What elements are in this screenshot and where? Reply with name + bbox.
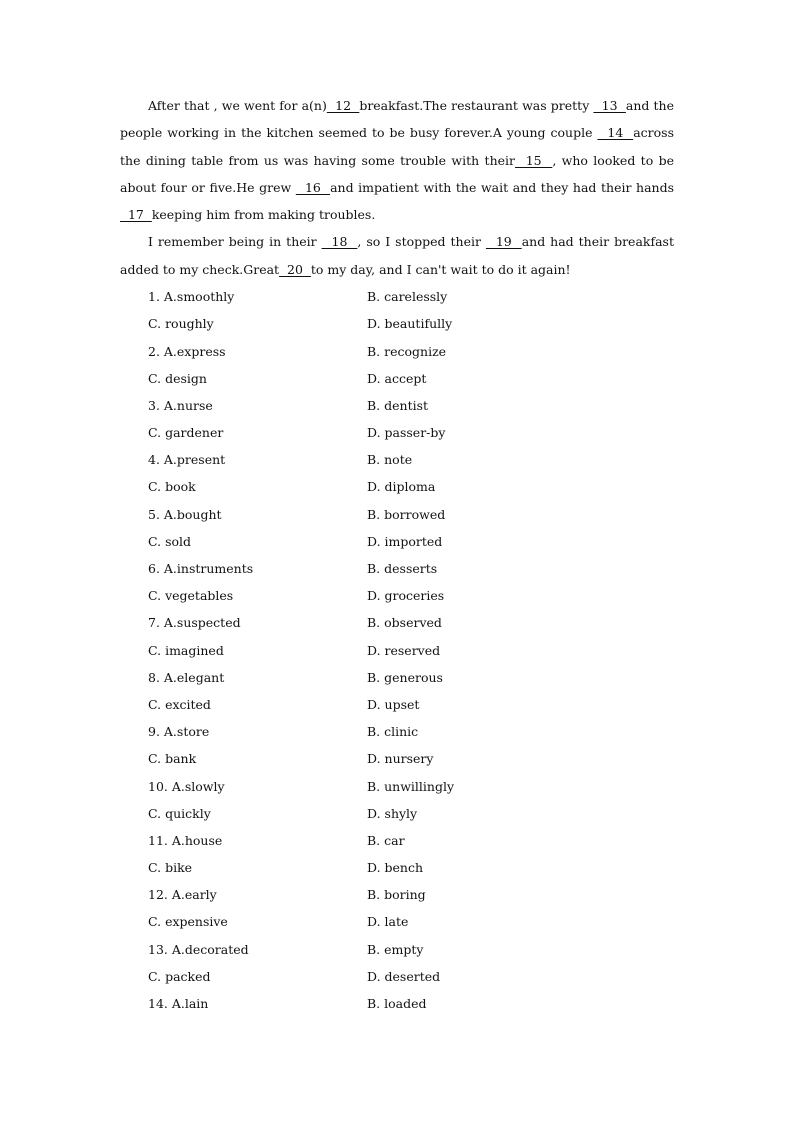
option-left: 4. A.present	[148, 452, 226, 468]
option-left: 1. A.smoothly	[148, 289, 235, 305]
option-right: B. car	[367, 832, 405, 848]
option-left: C. design	[148, 370, 207, 386]
option-row	[120, 501, 674, 528]
option-row	[120, 908, 674, 935]
option-right: D. bench	[367, 860, 424, 876]
option-right: D. groceries	[367, 588, 445, 604]
option-right: B. observed	[367, 615, 442, 631]
option-left: 13. A.decorated	[148, 941, 249, 957]
option-right: B. note	[367, 452, 413, 468]
option-row	[120, 691, 674, 718]
option-right: D. reserved	[367, 642, 441, 658]
option-left: 5. A.bought	[148, 506, 222, 522]
option-right: B. generous	[367, 669, 443, 685]
option-left: C. packed	[148, 968, 211, 984]
option-row	[120, 446, 674, 473]
option-right: D. diploma	[367, 479, 436, 495]
option-right: D. shyly	[367, 805, 418, 821]
option-right: B. loaded	[367, 996, 427, 1012]
option-row	[120, 963, 674, 990]
option-row	[120, 745, 674, 772]
option-row	[120, 283, 674, 310]
option-right: D. nursery	[367, 751, 434, 767]
answer-blank: 16	[295, 179, 331, 195]
option-left: C. bike	[148, 860, 193, 876]
option-left: 8. A.elegant	[148, 669, 225, 685]
option-row	[120, 365, 674, 392]
option-left: C. excited	[148, 696, 211, 712]
option-row	[120, 637, 674, 664]
passage-text: , so I stopped their	[357, 234, 486, 250]
option-row	[120, 392, 674, 419]
option-right: B. recognize	[367, 343, 447, 359]
answer-blank: 13	[593, 98, 626, 113]
passage-text: to my day, and I can't wait to do it again!	[310, 261, 571, 277]
option-row	[120, 582, 674, 609]
option-left: 12. A.early	[148, 887, 217, 903]
option-row	[120, 827, 674, 854]
passage-paragraph-1	[120, 92, 674, 228]
answer-options-list	[120, 283, 674, 1017]
option-row	[120, 473, 674, 500]
option-left: 10. A.slowly	[148, 778, 225, 794]
option-left: C. quickly	[148, 805, 211, 821]
option-right: D. upset	[367, 696, 420, 712]
answer-blank: 17	[120, 207, 152, 223]
passage-text: and the people working in the kitchen seemed to be busy forever.A young couple	[120, 98, 674, 141]
document-page	[120, 92, 674, 1017]
answer-blank: 14	[597, 125, 634, 141]
option-right: B. clinic	[367, 724, 419, 740]
answer-blank: 12	[326, 98, 360, 113]
option-left: C. sold	[148, 533, 192, 549]
option-right: B. dentist	[367, 397, 429, 413]
option-right: B. boring	[367, 887, 426, 903]
passage-text: , who looked to be about four or five.He grew	[120, 152, 674, 195]
passage-text: breakfast.The restaurant was pretty	[359, 98, 594, 113]
option-left: 14. A.lain	[148, 996, 209, 1012]
option-left: 7. A.suspected	[148, 615, 241, 631]
option-row	[120, 936, 674, 963]
option-right: B. borrowed	[367, 506, 446, 522]
passage-text: across the dining table from us was having some trouble with their	[120, 125, 674, 168]
option-row	[120, 800, 674, 827]
option-row	[120, 718, 674, 745]
option-row	[120, 337, 674, 364]
option-row	[120, 772, 674, 799]
option-left: C. expensive	[148, 914, 228, 930]
option-row	[120, 555, 674, 582]
passage-text: and impatient with the wait and they had their hands	[330, 179, 674, 195]
passage-text: and had their breakfast added to my check.Great	[120, 234, 674, 277]
option-row	[120, 990, 674, 1017]
option-left: 11. A.house	[148, 832, 223, 848]
option-left: 3. A.nurse	[148, 397, 213, 413]
answer-blank: 20	[279, 261, 311, 277]
option-left: 2. A.express	[148, 343, 226, 359]
option-right: D. passer-by	[367, 425, 446, 441]
passage-text: After that , we went for a(n)	[148, 98, 327, 113]
option-right: B. empty	[367, 941, 424, 957]
option-row	[120, 528, 674, 555]
option-right: D. accept	[367, 370, 427, 386]
option-left: C. roughly	[148, 316, 214, 332]
option-row	[120, 419, 674, 446]
option-left: C. vegetables	[148, 588, 234, 604]
option-row	[120, 310, 674, 337]
answer-blank: 19	[485, 234, 522, 250]
passage-paragraph-2	[120, 228, 674, 283]
passage-text: keeping him from making troubles.	[151, 207, 376, 223]
option-row	[120, 664, 674, 691]
option-row	[120, 609, 674, 636]
option-right: D. imported	[367, 533, 443, 549]
option-left: 9. A.store	[148, 724, 210, 740]
option-right: B. desserts	[367, 561, 438, 577]
option-left: C. imagined	[148, 642, 224, 658]
option-right: D. beautifully	[367, 316, 453, 332]
option-left: C. gardener	[148, 425, 224, 441]
option-right: B. carelessly	[367, 289, 448, 305]
passage-text: I remember being in their	[148, 234, 322, 250]
option-left: C. bank	[148, 751, 197, 767]
answer-blank: 18	[321, 234, 358, 250]
option-row	[120, 854, 674, 881]
option-right: B. unwillingly	[367, 778, 455, 794]
option-row	[120, 881, 674, 908]
option-right: D. late	[367, 914, 409, 930]
option-left: C. book	[148, 479, 196, 495]
option-right: D. deserted	[367, 968, 441, 984]
option-left: 6. A.instruments	[148, 561, 254, 577]
answer-blank: 15	[515, 152, 553, 168]
